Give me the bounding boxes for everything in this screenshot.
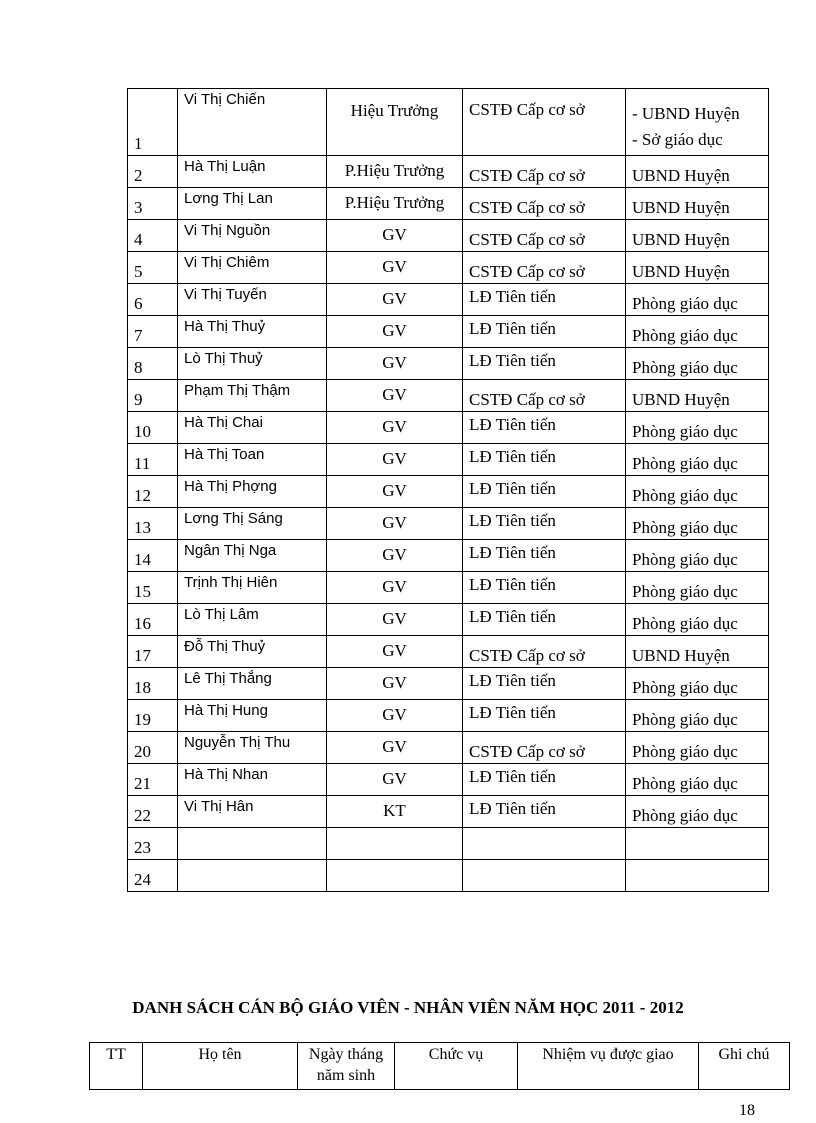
award-title: LĐ Tiên tiến — [463, 604, 626, 636]
staff-name: Vi Thị Chiến — [178, 89, 327, 156]
staff-name — [178, 860, 327, 892]
staff-role — [327, 860, 463, 892]
award-title: CSTĐ Cấp cơ sở — [463, 89, 626, 156]
table-row — [128, 252, 769, 284]
staff-list-header-table — [89, 1042, 790, 1090]
staff-role — [327, 828, 463, 860]
staff-role: GV — [327, 380, 463, 412]
table-row — [128, 412, 769, 444]
row-number: 4 — [128, 220, 178, 252]
staff-role: GV — [327, 604, 463, 636]
staff-list-title: DANH SÁCH CÁN BỘ GIÁO VIÊN - NHÂN VIÊN NĂM HỌC 2011 - 2012 — [132, 998, 684, 1017]
staff-name: Lơng Thị Lan — [178, 188, 327, 220]
header-position: Chức vụ — [395, 1043, 518, 1090]
award-level: UBND Huyện — [626, 156, 769, 188]
award-level: Phòng giáo dục — [626, 284, 769, 316]
table-row — [128, 348, 769, 380]
row-number: 11 — [128, 444, 178, 476]
award-level: Phòng giáo dục — [626, 796, 769, 828]
row-number: 3 — [128, 188, 178, 220]
staff-name: Hà Thị Nhan — [178, 764, 327, 796]
award-level — [626, 828, 769, 860]
table-row — [128, 380, 769, 412]
staff-role: GV — [327, 252, 463, 284]
award-level: UBND Huyện — [626, 636, 769, 668]
staff-role: GV — [327, 476, 463, 508]
staff-name: Vi Thị Chiêm — [178, 252, 327, 284]
staff-role: GV — [327, 508, 463, 540]
award-level: Phòng giáo dục — [626, 572, 769, 604]
award-level: Phòng giáo dục — [626, 668, 769, 700]
award-level: Phòng giáo dục — [626, 348, 769, 380]
award-title: LĐ Tiên tiến — [463, 316, 626, 348]
award-title: LĐ Tiên tiến — [463, 284, 626, 316]
award-title: LĐ Tiên tiến — [463, 764, 626, 796]
staff-role: P.Hiệu Trưởng — [327, 156, 463, 188]
award-title: LĐ Tiên tiến — [463, 508, 626, 540]
award-level: Phòng giáo dục — [626, 732, 769, 764]
staff-role: KT — [327, 796, 463, 828]
table-row — [128, 732, 769, 764]
award-level: Phòng giáo dục — [626, 764, 769, 796]
staff-name: Hà Thị Phợng — [178, 476, 327, 508]
staff-name: Hà Thị Chai — [178, 412, 327, 444]
award-level: UBND Huyện — [626, 220, 769, 252]
award-title: CSTĐ Cấp cơ sở — [463, 380, 626, 412]
award-title: LĐ Tiên tiến — [463, 412, 626, 444]
table-row — [128, 572, 769, 604]
award-level-line2: - Sở giáo dục — [632, 129, 723, 149]
staff-name: Vi Thị Hân — [178, 796, 327, 828]
staff-name: Lò Thị Thuỷ — [178, 348, 327, 380]
row-number: 23 — [128, 828, 178, 860]
staff-name: Lơng Thị Sáng — [178, 508, 327, 540]
header-tt: TT — [90, 1043, 143, 1090]
staff-role: GV — [327, 636, 463, 668]
staff-name: Nguyễn Thị Thu — [178, 732, 327, 764]
award-title: LĐ Tiên tiến — [463, 348, 626, 380]
table-row — [128, 540, 769, 572]
table-row — [128, 220, 769, 252]
row-number: 19 — [128, 700, 178, 732]
staff-role: GV — [327, 668, 463, 700]
award-title — [463, 860, 626, 892]
award-level: UBND Huyện — [626, 380, 769, 412]
award-level — [626, 89, 769, 156]
row-number: 22 — [128, 796, 178, 828]
staff-name: Hà Thị Thuỷ — [178, 316, 327, 348]
staff-name: Phạm Thị Thậm — [178, 380, 327, 412]
staff-role: GV — [327, 348, 463, 380]
table-row — [128, 860, 769, 892]
staff-name: Hà Thị Hung — [178, 700, 327, 732]
staff-name: Lê Thị Thắng — [178, 668, 327, 700]
award-level: Phòng giáo dục — [626, 412, 769, 444]
row-number: 13 — [128, 508, 178, 540]
award-level: UBND Huyện — [626, 252, 769, 284]
staff-role: GV — [327, 284, 463, 316]
award-title: LĐ Tiên tiến — [463, 668, 626, 700]
award-title: CSTĐ Cấp cơ sở — [463, 156, 626, 188]
award-title: LĐ Tiên tiến — [463, 796, 626, 828]
table-row — [128, 89, 769, 156]
staff-name: Hà Thị Toan — [178, 444, 327, 476]
table-row — [128, 828, 769, 860]
staff-name: Hà Thị Luận — [178, 156, 327, 188]
table-row — [128, 156, 769, 188]
table-row — [128, 284, 769, 316]
award-level: UBND Huyện — [626, 188, 769, 220]
staff-role: GV — [327, 732, 463, 764]
table-row — [128, 668, 769, 700]
award-title — [463, 828, 626, 860]
award-title: LĐ Tiên tiến — [463, 476, 626, 508]
staff-name: Lò Thị Lâm — [178, 604, 327, 636]
award-title: LĐ Tiên tiến — [463, 700, 626, 732]
row-number: 16 — [128, 604, 178, 636]
table-row — [128, 444, 769, 476]
row-number: 20 — [128, 732, 178, 764]
header-dob-line1: Ngày tháng — [308, 1046, 384, 1063]
staff-name: Trịnh Thị Hiên — [178, 572, 327, 604]
table-row — [128, 636, 769, 668]
award-level: Phòng giáo dục — [626, 316, 769, 348]
row-number: 21 — [128, 764, 178, 796]
award-level: Phòng giáo dục — [626, 604, 769, 636]
table-row — [128, 316, 769, 348]
award-level: Phòng giáo dục — [626, 540, 769, 572]
award-level-line1: - UBND Huyện — [632, 104, 740, 123]
award-title: CSTĐ Cấp cơ sở — [463, 732, 626, 764]
header-dob — [298, 1043, 395, 1090]
table-row — [128, 188, 769, 220]
award-title: CSTĐ Cấp cơ sở — [463, 220, 626, 252]
row-number: 1 — [128, 89, 178, 156]
row-number: 15 — [128, 572, 178, 604]
award-table-body — [128, 89, 769, 892]
row-number: 14 — [128, 540, 178, 572]
staff-role: Hiệu Trưởng — [327, 89, 463, 156]
staff-role: GV — [327, 764, 463, 796]
staff-name — [178, 828, 327, 860]
row-number: 12 — [128, 476, 178, 508]
staff-name: Đỗ Thị Thuỷ — [178, 636, 327, 668]
award-level: Phòng giáo dục — [626, 444, 769, 476]
row-number: 2 — [128, 156, 178, 188]
award-title: LĐ Tiên tiến — [463, 540, 626, 572]
table-row — [128, 508, 769, 540]
header-duty: Nhiệm vụ được giao — [518, 1043, 699, 1090]
table-row — [128, 796, 769, 828]
row-number: 6 — [128, 284, 178, 316]
row-number: 7 — [128, 316, 178, 348]
row-number: 9 — [128, 380, 178, 412]
page-number: 18 — [739, 1102, 755, 1119]
staff-name: Vi Thị Nguồn — [178, 220, 327, 252]
header-name: Họ tên — [143, 1043, 298, 1090]
header-note: Ghi chú — [699, 1043, 790, 1090]
award-title: LĐ Tiên tiến — [463, 572, 626, 604]
row-number: 17 — [128, 636, 178, 668]
table-row — [128, 476, 769, 508]
table-row — [128, 604, 769, 636]
award-table — [127, 88, 769, 892]
award-title: CSTĐ Cấp cơ sở — [463, 188, 626, 220]
table-row — [128, 700, 769, 732]
staff-role: GV — [327, 412, 463, 444]
staff-role: GV — [327, 220, 463, 252]
row-number: 24 — [128, 860, 178, 892]
staff-name: Vi Thị Tuyến — [178, 284, 327, 316]
table-row — [128, 764, 769, 796]
award-level — [626, 860, 769, 892]
row-number: 10 — [128, 412, 178, 444]
staff-role: GV — [327, 316, 463, 348]
staff-role: GV — [327, 540, 463, 572]
award-title: LĐ Tiên tiến — [463, 444, 626, 476]
row-number: 5 — [128, 252, 178, 284]
staff-role: GV — [327, 700, 463, 732]
award-level: Phòng giáo dục — [626, 476, 769, 508]
staff-role: P.Hiệu Trưởng — [327, 188, 463, 220]
award-level: Phòng giáo dục — [626, 508, 769, 540]
award-level: Phòng giáo dục — [626, 700, 769, 732]
staff-role: GV — [327, 572, 463, 604]
award-title: CSTĐ Cấp cơ sở — [463, 636, 626, 668]
staff-name: Ngân Thị Nga — [178, 540, 327, 572]
row-number: 8 — [128, 348, 178, 380]
staff-role: GV — [327, 444, 463, 476]
award-title: CSTĐ Cấp cơ sở — [463, 252, 626, 284]
staff-list-header-row — [90, 1043, 790, 1090]
row-number: 18 — [128, 668, 178, 700]
header-dob-line2: năm sinh — [316, 1066, 376, 1084]
